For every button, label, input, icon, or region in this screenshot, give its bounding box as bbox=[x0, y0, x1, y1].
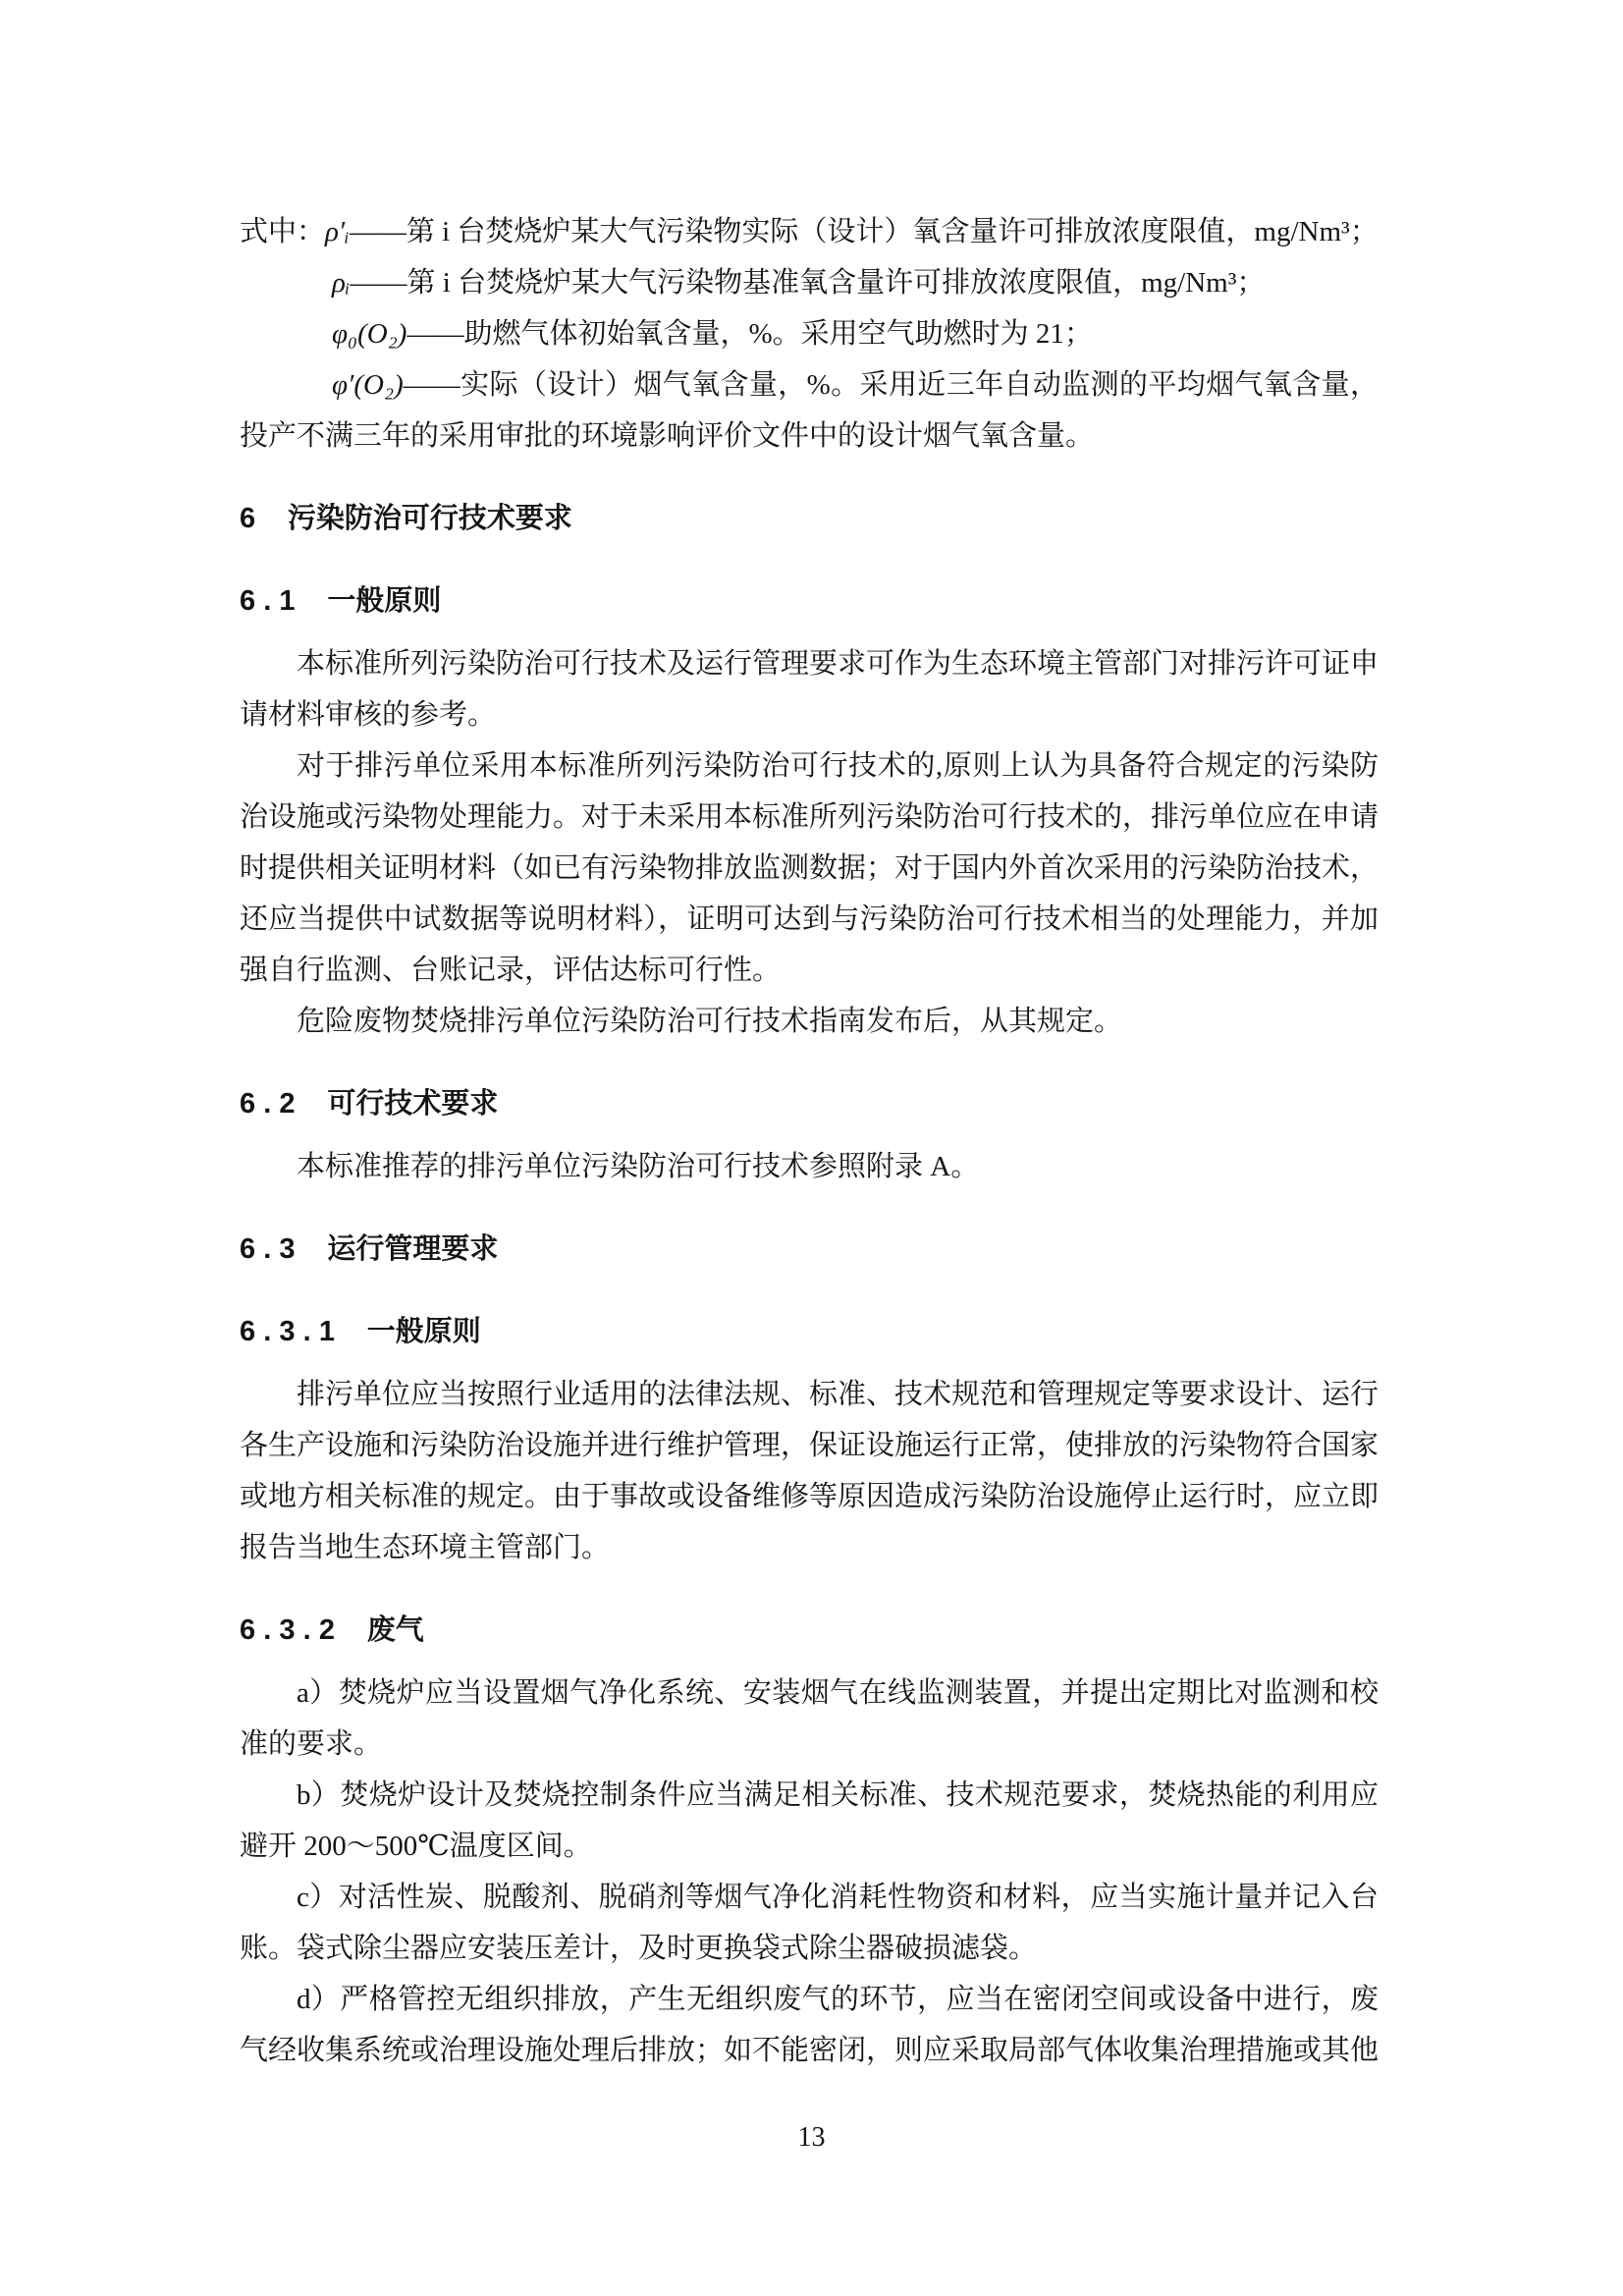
section-number: 6 bbox=[240, 503, 264, 534]
formula-definition bbox=[240, 257, 1379, 308]
formula-definition-text: 第 i 台焚烧炉某大气污染物基准氧含量许可排放浓度限值，mg/Nm³； bbox=[406, 267, 1266, 299]
formula-symbol: φ′(O₂) bbox=[332, 369, 404, 401]
paragraph: 本标准推荐的排污单位污染防治可行技术参照附录 A。 bbox=[297, 1151, 980, 1182]
section-title: 一般原则 bbox=[327, 585, 442, 617]
formula-definition bbox=[240, 206, 1379, 257]
formula-symbol: φ₀(O₂) bbox=[332, 318, 407, 350]
paragraph: 排污单位应当按照行业适用的法律法规、标准、技术规范和管理规定等要求设计、运行各生产设施和污染防治设施并进行维护管理，保证设施运行正常，使排放的污染物符合国家或地方相关标准的规定。由于事故或设备维修等原因造成污染防治设施停止运行时，应立即报告当地生态环境主管部门。 bbox=[240, 1379, 1380, 1563]
section-heading-6-3-2 bbox=[240, 1605, 1379, 1656]
section-number: 6.3.2 bbox=[240, 1614, 344, 1646]
section-title: 可行技术要求 bbox=[327, 1088, 499, 1120]
formula-definition bbox=[240, 359, 1379, 462]
formula-dash: —— bbox=[406, 318, 464, 350]
section-number: 6.3 bbox=[240, 1233, 303, 1265]
section-heading-6-3 bbox=[240, 1224, 1379, 1275]
section-heading-6 bbox=[240, 493, 1379, 544]
list-item-d: d）严格管控无组织排放，产生无组织废气的环节，应当在密闭空间或设备中进行，废气经收集系统或治理设施处理后排放；如不能密闭，则应采取局部气体收集治理措施或其他 bbox=[240, 1984, 1380, 2066]
section-title: 废气 bbox=[366, 1614, 424, 1646]
formula-symbol: ρᵢ bbox=[332, 267, 351, 299]
section-title: 运行管理要求 bbox=[327, 1233, 499, 1265]
section-number: 6.2 bbox=[240, 1088, 303, 1120]
list-item-c: c）对活性炭、脱酸剂、脱硝剂等烟气净化消耗性物资和材料，应当实施计量并记入台账。袋式除尘器应安装压差计，及时更换袋式除尘器破损滤袋。 bbox=[240, 1882, 1379, 1964]
section-heading-6-1 bbox=[240, 575, 1379, 627]
formula-symbol: ρ′ᵢ bbox=[325, 216, 350, 247]
section-heading-6-2 bbox=[240, 1078, 1379, 1129]
formula-dash: —— bbox=[350, 267, 407, 299]
formula-dash: —— bbox=[403, 369, 460, 401]
formula-dash: —— bbox=[349, 216, 406, 247]
section-title: 一般原则 bbox=[366, 1316, 481, 1347]
paragraph: 本标准所列污染防治可行技术及运行管理要求可作为生态环境主管部门对排污许可证申请材料审核的参考。 bbox=[240, 648, 1380, 731]
formula-definition-text: 第 i 台焚烧炉某大气污染物实际（设计）氧含量许可排放浓度限值，mg/Nm³； bbox=[406, 216, 1379, 247]
paragraph: 危险废物焚烧排污单位污染防治可行技术指南发布后，从其规定。 bbox=[297, 1006, 1123, 1037]
section-title: 污染防治可行技术要求 bbox=[287, 503, 572, 534]
formula-definitions-block bbox=[240, 206, 1379, 462]
formula-intro-label: 式中： bbox=[240, 216, 326, 247]
section-number: 6.1 bbox=[240, 585, 303, 617]
page-number: 13 bbox=[797, 2122, 826, 2153]
page-content bbox=[240, 206, 1379, 2076]
section-heading-6-3-1 bbox=[240, 1306, 1379, 1357]
formula-definition bbox=[240, 308, 1379, 359]
formula-definition-text: 实际（设计）烟气氧含量，%。采用近三年自动监测的平均烟气氧含量，投产不满三年的采用审批的环境影响评价文件中的设计烟气氧含量。 bbox=[240, 369, 1379, 452]
paragraph: 对于排污单位采用本标准所列污染防治可行技术的,原则上认为具备符合规定的污染防治设施或污染物处理能力。对于未采用本标准所列污染防治可行技术的，排污单位应在申请时提供相关证明材料（如已有污染物排放监测数据；对于国内外首次采用的污染防治技术，还应当提供中试数据等说明材料），证明可达到与污染防治可行技术相当的处理能力，并加强自行监测、台账记录，评估达标可行性。 bbox=[240, 750, 1380, 986]
list-item-a: a）焚烧炉应当设置烟气净化系统、安装烟气在线监测装置，并提出定期比对监测和校准的要求。 bbox=[240, 1677, 1379, 1760]
list-item-b: b）焚烧炉设计及焚烧控制条件应当满足相关标准、技术规范要求，焚烧热能的利用应避开 200～500℃温度区间。 bbox=[240, 1779, 1379, 1862]
formula-definition-text: 助燃气体初始氧含量，%。采用空气助燃时为 21； bbox=[463, 318, 1093, 350]
section-number: 6.3.1 bbox=[240, 1316, 344, 1347]
